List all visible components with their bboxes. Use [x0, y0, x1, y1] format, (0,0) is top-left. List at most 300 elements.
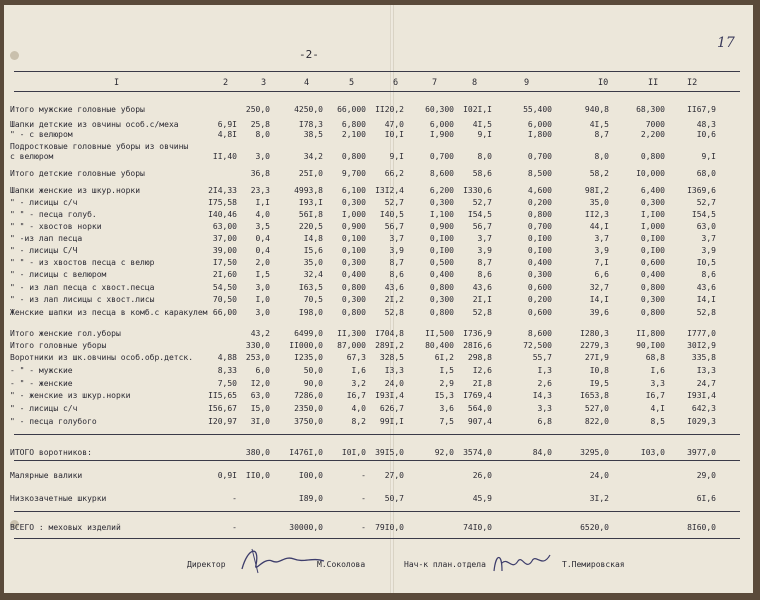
table-cell: - [232, 494, 237, 503]
table-cell: I,900 [429, 130, 454, 139]
table-cell: 8,33 [217, 366, 237, 375]
table-cell: I3,3 [696, 366, 716, 375]
row-label: ИТОГО воротников: [10, 448, 92, 457]
table-cell: I3,3 [384, 366, 404, 375]
table-cell: 626,7 [379, 404, 404, 413]
table-cell: I476I,0 [289, 448, 323, 457]
table-cell: I20,97 [208, 417, 237, 426]
table-cell: 63,0 [696, 222, 716, 231]
table-cell: I,100 [429, 210, 454, 219]
table-cell: I,800 [527, 130, 552, 139]
row-label: " " - хвостов норки [10, 222, 102, 231]
column-header: 5 [349, 78, 355, 88]
table-cell: 44,I [589, 222, 609, 231]
table-cell: 43,6 [384, 283, 404, 292]
table-cell: 6,800 [341, 120, 366, 129]
table-cell: 3,7 [594, 234, 609, 243]
row-label: Шапки женские из шкур.норки [10, 186, 141, 195]
table-cell: I369,6 [687, 186, 716, 195]
table-cell: 23,3 [250, 186, 270, 195]
table-cell: 8I60,0 [687, 523, 716, 532]
table-cell: 34,2 [303, 152, 323, 161]
table-cell: 29,0 [696, 471, 716, 480]
table-cell: I0,5 [696, 258, 716, 267]
table-cell: 8,600 [429, 169, 454, 178]
column-header: 7 [432, 78, 438, 88]
table-cell: 7,50 [217, 379, 237, 388]
table-cell: I280,3 [580, 329, 609, 338]
column-header: 8 [472, 78, 478, 88]
header-rule-top [14, 71, 740, 72]
table-cell: 3I,0 [250, 417, 270, 426]
table-cell: I653,8 [580, 391, 609, 400]
table-cell: 66,2 [384, 169, 404, 178]
table-cell: I4,3 [532, 391, 552, 400]
table-row [4, 105, 753, 115]
table-cell: I02I,I [463, 105, 492, 114]
table-cell: 52,7 [472, 198, 492, 207]
table-cell: 39,6 [589, 308, 609, 317]
table-cell: 27,0 [384, 471, 404, 480]
table-cell: I,000 [341, 210, 366, 219]
table-cell: I89,0 [298, 494, 323, 503]
table-cell: 25I,0 [298, 169, 323, 178]
table-cell: 9,I [477, 130, 492, 139]
table-cell: 63,0 [250, 391, 270, 400]
row-label: " " - песца голуб. [10, 210, 97, 219]
table-cell: 0,800 [527, 210, 552, 219]
table-cell: 39I5,0 [375, 448, 404, 457]
table-cell: 35,0 [303, 258, 323, 267]
column-header: 6 [393, 78, 399, 88]
table-cell: 0,4 [255, 246, 270, 255]
table-row [4, 295, 753, 305]
table-row [4, 120, 753, 130]
table-cell: 0,9I [217, 471, 237, 480]
table-cell: 68,0 [696, 169, 716, 178]
table-row [4, 308, 753, 318]
section-rule [14, 434, 740, 435]
row-label: Женские шапки из песца в комб.с каракулем [10, 308, 208, 317]
table-cell: 63,00 [212, 222, 237, 231]
table-cell: 0,200 [527, 198, 552, 207]
table-cell: 907,4 [467, 417, 492, 426]
table-cell: 30000,0 [289, 523, 323, 532]
table-row [4, 169, 753, 179]
table-cell: - [361, 471, 366, 480]
table-cell: 0,100 [341, 234, 366, 243]
row-label: ВСЕГО : меховых изделий [10, 523, 121, 532]
column-header: I0 [598, 78, 609, 88]
table-row [4, 246, 753, 256]
table-cell: 6499,0 [294, 329, 323, 338]
table-cell: I235,0 [294, 353, 323, 362]
table-cell: - [232, 523, 237, 532]
table-row [4, 471, 753, 481]
table-cell: I,3 [537, 366, 552, 375]
table-cell: 0,800 [640, 308, 665, 317]
table-cell: 4250,0 [294, 105, 323, 114]
table-cell: II,500 [425, 329, 454, 338]
table-cell: 0,800 [341, 308, 366, 317]
table-row [4, 186, 753, 196]
table-cell: 7,5 [439, 417, 454, 426]
table-cell: I,5 [439, 366, 454, 375]
table-cell: 7,I [594, 258, 609, 267]
table-cell: 0,300 [640, 198, 665, 207]
table-cell: 0,700 [527, 152, 552, 161]
table-cell: 220,5 [298, 222, 323, 231]
table-cell: I029,3 [687, 417, 716, 426]
row-label: " - лисицы с/ч [10, 404, 78, 413]
table-cell: I03,0 [640, 448, 665, 457]
table-cell: 0,400 [640, 270, 665, 279]
table-cell: 0,300 [429, 198, 454, 207]
table-cell: 3,5 [255, 222, 270, 231]
table-row [4, 391, 753, 401]
table-cell: I5,6 [303, 246, 323, 255]
table-cell: I,I00 [640, 210, 665, 219]
table-cell: 55,400 [523, 105, 552, 114]
table-cell: 0,800 [341, 152, 366, 161]
table-cell: I93I,4 [687, 391, 716, 400]
table-cell: 2I,8 [472, 379, 492, 388]
table-cell: 0,900 [341, 222, 366, 231]
column-header: I2 [687, 78, 698, 88]
director-title: Директор [187, 560, 226, 569]
table-cell: 67,3 [346, 353, 366, 362]
table-cell: II,300 [337, 329, 366, 338]
table-cell: 4,8I [217, 130, 237, 139]
table-row [4, 198, 753, 208]
table-cell: I6,7 [645, 391, 665, 400]
table-cell: I,5 [255, 270, 270, 279]
table-cell: 642,3 [691, 404, 716, 413]
table-cell: I2,0 [250, 379, 270, 388]
table-cell: 4,I [650, 404, 665, 413]
table-cell: 0,800 [429, 283, 454, 292]
table-cell: 3977,0 [687, 448, 716, 457]
table-cell: 66,000 [337, 105, 366, 114]
table-cell: I78,3 [298, 120, 323, 129]
table-cell: 3,9 [477, 246, 492, 255]
table-cell: 0,I00 [640, 246, 665, 255]
row-label: с велюром [10, 152, 54, 161]
table-cell: I54,5 [467, 210, 492, 219]
table-cell: 6,100 [341, 186, 366, 195]
table-cell: 6,0 [255, 366, 270, 375]
table-cell: 0,I00 [640, 234, 665, 243]
table-cell: 0,I00 [429, 246, 454, 255]
table-cell: 0,300 [341, 258, 366, 267]
row-label: - " - мужские [10, 366, 73, 375]
table-cell: I9,5 [589, 379, 609, 388]
punch-hole [10, 51, 19, 60]
table-cell: I704,8 [375, 329, 404, 338]
table-cell: 2I,2 [384, 295, 404, 304]
director-name: М.Соколова [317, 560, 366, 569]
row-label: " " - из хвостов песца с велюр [10, 258, 155, 267]
table-cell: II5,65 [208, 391, 237, 400]
row-label: Итого детские головные уборы [10, 169, 145, 178]
table-cell: 0,300 [527, 270, 552, 279]
table-cell: I736,9 [463, 329, 492, 338]
table-cell: 52,7 [384, 198, 404, 207]
table-cell: I00,0 [298, 471, 323, 480]
table-cell: 3295,0 [580, 448, 609, 457]
table-cell: - [361, 494, 366, 503]
row-label: " - из лап лисицы с хвост.лисы [10, 295, 155, 304]
row-label: " - лисицы с/ч [10, 198, 78, 207]
table-row [4, 404, 753, 414]
table-cell: 6,000 [527, 120, 552, 129]
table-cell: 98I,2 [584, 186, 609, 195]
table-cell: 0,300 [341, 198, 366, 207]
planning-signature-icon [490, 547, 554, 579]
section-rule [14, 460, 740, 461]
table-cell: 56,7 [384, 222, 404, 231]
row-label: " - песца голубого [10, 417, 97, 426]
table-cell: I,I [255, 198, 270, 207]
table-row [4, 329, 753, 339]
table-cell: 6,400 [640, 186, 665, 195]
table-cell: 330,0 [245, 341, 270, 350]
table-cell: 6,9I [217, 120, 237, 129]
table-cell: 822,0 [584, 417, 609, 426]
document-page [4, 5, 753, 593]
table-cell: 39,00 [212, 246, 237, 255]
table-cell: 8,0 [594, 152, 609, 161]
table-cell: II2,3 [584, 210, 609, 219]
table-cell: 47,0 [384, 120, 404, 129]
table-cell: 3,9 [701, 246, 716, 255]
table-cell: 3750,0 [294, 417, 323, 426]
table-cell: 9,700 [341, 169, 366, 178]
table-cell: 3,9 [389, 246, 404, 255]
table-cell: 52,7 [696, 198, 716, 207]
table-cell: 4,88 [217, 353, 237, 362]
table-cell: 0,500 [429, 258, 454, 267]
table-cell: 4993,8 [294, 186, 323, 195]
table-row [4, 234, 753, 244]
table-cell: 0,600 [527, 283, 552, 292]
table-row [4, 448, 753, 458]
table-cell: 84,0 [532, 448, 552, 457]
page-number: -2- [299, 48, 319, 61]
table-cell: 0,900 [429, 222, 454, 231]
table-cell: 27I,9 [584, 353, 609, 362]
table-row [4, 417, 753, 427]
table-cell: 3,2 [351, 379, 366, 388]
table-cell: 8,6 [389, 270, 404, 279]
table-cell: I,0 [255, 295, 270, 304]
row-label: Итого головные уборы [10, 341, 107, 350]
table-row [4, 258, 753, 268]
table-cell: I93I,4 [375, 391, 404, 400]
table-cell: I5,0 [250, 404, 270, 413]
table-cell: 6520,0 [580, 523, 609, 532]
table-cell: I0,I [384, 130, 404, 139]
table-cell: II0,0 [245, 471, 270, 480]
table-cell: 58,2 [589, 169, 609, 178]
table-cell: 2,9 [439, 379, 454, 388]
table-cell: II20,2 [375, 105, 404, 114]
table-cell: 3,7 [701, 234, 716, 243]
table-row [4, 379, 753, 389]
table-cell: 8,500 [527, 169, 552, 178]
table-cell: 8,6 [701, 270, 716, 279]
table-cell: 43,6 [696, 283, 716, 292]
row-label: Малярные валики [10, 471, 83, 480]
column-header: I [114, 78, 120, 88]
row-label: " - с велюром [10, 130, 73, 139]
table-cell: 3,3 [650, 379, 665, 388]
table-cell: 2350,0 [294, 404, 323, 413]
table-cell: 9,I [389, 152, 404, 161]
table-cell: 58,6 [472, 169, 492, 178]
table-cell: 52,8 [696, 308, 716, 317]
table-row [4, 222, 753, 232]
column-header: 4 [304, 78, 310, 88]
table-cell: 24,7 [696, 379, 716, 388]
table-cell: 30I2,9 [687, 341, 716, 350]
table-cell: I40,5 [379, 210, 404, 219]
table-row [4, 152, 753, 162]
table-cell: I0I,0 [341, 448, 366, 457]
column-header: II [648, 78, 659, 88]
table-cell: 0,300 [640, 295, 665, 304]
table-cell: 60,300 [425, 105, 454, 114]
table-cell: 6,000 [429, 120, 454, 129]
table-cell: 380,0 [245, 448, 270, 457]
table-cell: 45,9 [472, 494, 492, 503]
table-cell: 92,0 [434, 448, 454, 457]
table-cell: 0,700 [429, 152, 454, 161]
table-cell: 43,6 [472, 283, 492, 292]
table-cell: I40,46 [208, 210, 237, 219]
table-cell: II000,0 [289, 341, 323, 350]
table-cell: 0,300 [429, 295, 454, 304]
section-rule [14, 538, 740, 539]
table-cell: 0,4 [255, 234, 270, 243]
table-cell: I0,6 [696, 130, 716, 139]
table-cell: 8,7 [477, 258, 492, 267]
table-cell: 0,800 [640, 152, 665, 161]
table-cell: II,800 [636, 329, 665, 338]
table-cell: I769,4 [463, 391, 492, 400]
table-cell: I54,5 [691, 210, 716, 219]
table-row [4, 353, 753, 363]
table-cell: I3I2,4 [375, 186, 404, 195]
table-cell: 79I0,0 [375, 523, 404, 532]
table-cell: 0,800 [640, 283, 665, 292]
table-cell: I93,I [298, 198, 323, 207]
table-cell: I63,5 [298, 283, 323, 292]
table-cell: 4,0 [255, 210, 270, 219]
table-cell: 36,8 [250, 169, 270, 178]
planning-name: Т.Пемировская [562, 560, 625, 569]
table-cell: 8,6 [477, 270, 492, 279]
table-cell: 3,9 [594, 246, 609, 255]
table-cell: 90,I00 [636, 341, 665, 350]
table-cell: I4,8 [303, 234, 323, 243]
row-label: Подростковые головные уборы из овчины [10, 142, 189, 151]
table-cell: 50,7 [384, 494, 404, 503]
table-cell: 68,300 [636, 105, 665, 114]
table-cell: 527,0 [584, 404, 609, 413]
table-cell: 99I,I [379, 417, 404, 426]
table-cell: - [361, 523, 366, 532]
table-cell: I330,6 [463, 186, 492, 195]
table-cell: 9,I [701, 152, 716, 161]
table-row [4, 130, 753, 140]
table-cell: 24,0 [589, 471, 609, 480]
row-label: Итого женские гол.уборы [10, 329, 121, 338]
table-cell: 3I,2 [589, 494, 609, 503]
table-cell: II67,9 [687, 105, 716, 114]
table-cell: 8,0 [255, 130, 270, 139]
table-cell: 68,8 [645, 353, 665, 362]
table-cell: 0,400 [341, 270, 366, 279]
column-header: 2 [223, 78, 229, 88]
table-cell: 0,200 [527, 295, 552, 304]
table-cell: 2I,I [472, 295, 492, 304]
table-cell: 0,400 [527, 258, 552, 267]
table-cell: 0,300 [341, 295, 366, 304]
table-cell: 6I,6 [696, 494, 716, 503]
table-cell: 25,8 [250, 120, 270, 129]
table-cell: 3,6 [439, 404, 454, 413]
table-cell: 2,200 [640, 130, 665, 139]
table-cell: 8,7 [594, 130, 609, 139]
table-cell: I0,8 [589, 366, 609, 375]
table-cell: 70,50 [212, 295, 237, 304]
row-label: " - из лап песца с хвост.песца [10, 283, 155, 292]
planning-title: Нач-к план.отдела [404, 560, 486, 569]
table-cell: 0,I00 [527, 234, 552, 243]
row-label: Воротники из шк.овчины особ.обр.детск. [10, 353, 194, 362]
table-cell: 24,0 [384, 379, 404, 388]
table-cell: 3,3 [537, 404, 552, 413]
table-cell: I4,I [696, 295, 716, 304]
table-cell: 0,100 [341, 246, 366, 255]
table-cell: 70,5 [303, 295, 323, 304]
table-cell: 253,0 [245, 353, 270, 362]
table-cell: 32,7 [589, 283, 609, 292]
table-cell: 2,100 [341, 130, 366, 139]
table-cell: 90,0 [303, 379, 323, 388]
table-cell: 74I0,0 [463, 523, 492, 532]
table-cell: 52,8 [384, 308, 404, 317]
table-cell: 2I4,33 [208, 186, 237, 195]
table-cell: 55,7 [532, 353, 552, 362]
table-cell: 66,00 [212, 308, 237, 317]
row-label: " - женские из шкур.норки [10, 391, 131, 400]
table-cell: I6,7 [346, 391, 366, 400]
table-cell: 56,7 [472, 222, 492, 231]
table-row [4, 494, 753, 504]
table-cell: II,40 [212, 152, 237, 161]
table-cell: 8,7 [389, 258, 404, 267]
table-cell: 2279,3 [580, 341, 609, 350]
table-cell: 35,0 [589, 198, 609, 207]
table-cell: 72,500 [523, 341, 552, 350]
table-cell: 7286,0 [294, 391, 323, 400]
column-header: 3 [261, 78, 267, 88]
table-row [4, 523, 753, 533]
table-row [4, 210, 753, 220]
table-cell: 328,5 [379, 353, 404, 362]
